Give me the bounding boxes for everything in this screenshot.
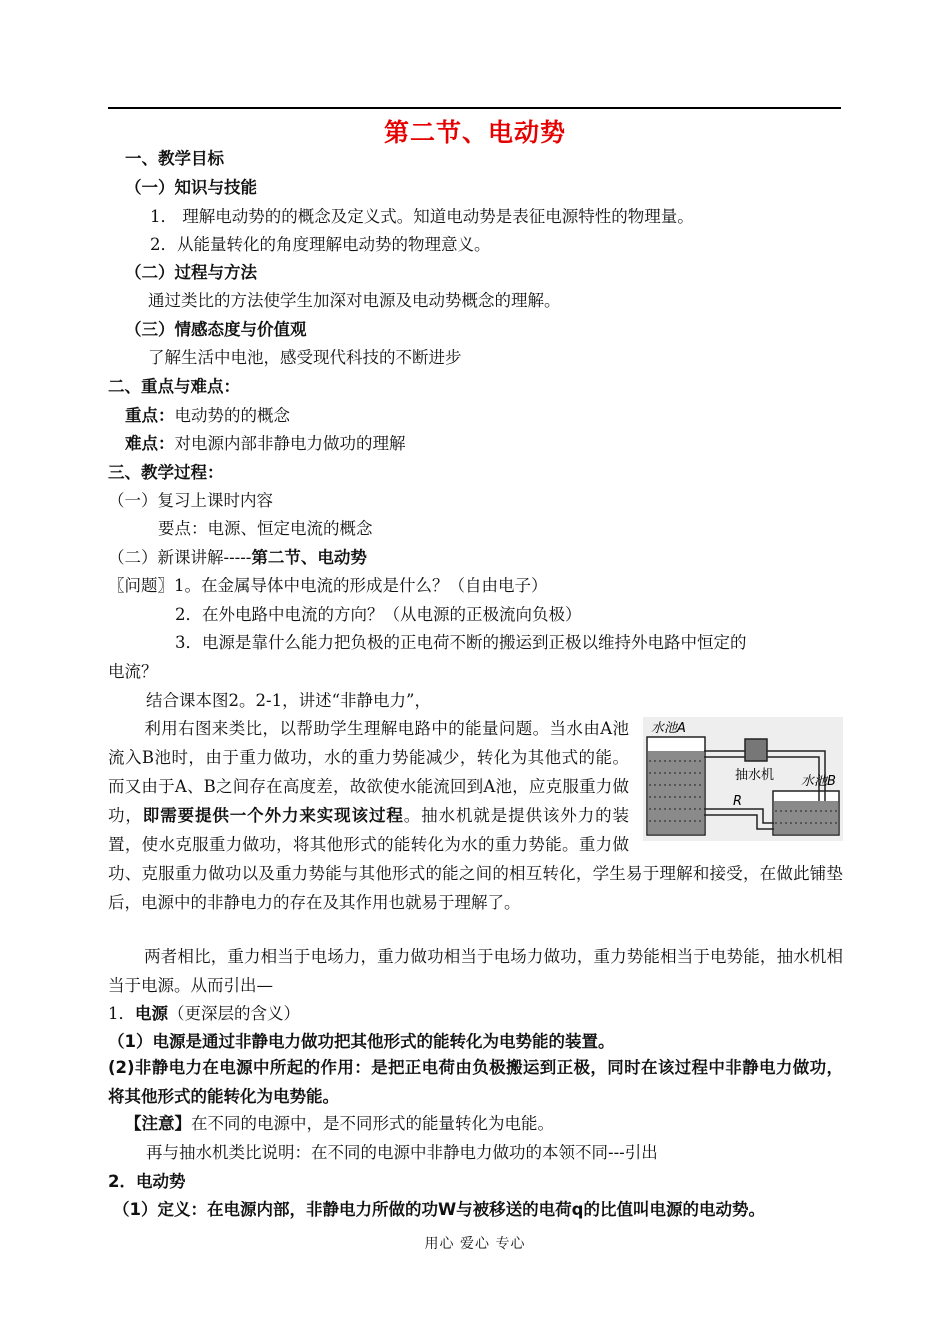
power-source-heading [108, 1003, 300, 1025]
review-points: 要点：电源、恒定电流的概念 [158, 519, 373, 538]
note-label: 【注意】 [125, 1114, 191, 1133]
note-text: 在不同的电源中，是不同形式的能量转化为电能。 [191, 1114, 554, 1133]
heading-knowledge-skills: （一）知识与技能 [125, 178, 257, 197]
analogy-text-a: 利用右图来类比，以帮助学生理解电路中的能量问题。当水由A池流入B池时，由于重力做功，水的重力势能减少，转化为其他式的能。而又由于A、B之间存在高度差，故欲使水能流回到A池，应克服重力做功， [108, 719, 629, 825]
analogy-again: 再与抽水机类比说明：在不同的电源中非静电力做功的本领不同---引出 [146, 1143, 658, 1162]
pump-figure [643, 717, 843, 841]
new-lesson-title: 第二节、电动势 [251, 548, 367, 567]
new-lesson-prefix: （二）新课讲解----- [108, 548, 252, 567]
power-source-def-2: (2)非静电力在电源中所起的作用：是把正电荷由负极搬运到正极，同时在该过程中非静电力做功，将其他形式的能转化为电势能。 [108, 1058, 843, 1106]
heading-key-points: 二、重点与难点： [108, 377, 240, 396]
comparison-paragraph [108, 942, 843, 1000]
review-heading: （一）复习上课时内容 [108, 491, 273, 510]
attitude-text: 了解生活中电池，感受现代科技的不断进步 [148, 348, 462, 367]
pump-label: 抽水机 [735, 768, 775, 783]
difficult-point-text: 对电源内部非静电力做功的理解 [174, 434, 406, 453]
difficult-point [125, 433, 406, 455]
power-source-title: 电源 [135, 1004, 168, 1023]
question-3-cont: 电流？ [108, 662, 158, 681]
page-title: 第二节、电动势 [383, 118, 566, 147]
key-point [125, 405, 290, 427]
question-1: 〖问题〗1。在金属导体中电流的形成是什么？（自由电子） [108, 576, 548, 595]
heading-process-method: （二）过程与方法 [125, 263, 257, 282]
difficult-point-label: 难点： [125, 434, 175, 453]
analogy-text-bold: 即需要提供一个外力来实现该过程 [142, 806, 404, 825]
key-point-text: 电动势的的概念 [174, 406, 290, 425]
emf-heading: 2．电动势 [108, 1172, 186, 1191]
analogy-text-c: 。抽水机就是提供该外力的装置，使水克服重力做功，将其他形式的能转化为水的重力势能。重力做功、克服重力做功以及重力势能与其他形式的能之间的相互转化，学生易于理解和接受，在做此铺垫后，电源中的非静电力的存在及其作用也就易于理解了。 [108, 806, 843, 912]
power-source-def-1: （1）电源是通过非静电力做功把其他形式的能转化为电势能的装置。 [108, 1032, 615, 1051]
pool-b-label: 水池B [801, 774, 836, 789]
heading-teaching-process: 三、教学过程： [108, 463, 224, 482]
resistor-label: R [733, 794, 743, 809]
analogy-paragraph [108, 714, 843, 917]
new-lesson-heading [108, 547, 367, 569]
emf-definition: （1）定义：在电源内部，非静电力所做的功W与被移送的电荷q的比值叫电源的电动势。 [113, 1200, 765, 1219]
heading-attitude-values: （三）情感态度与价值观 [125, 320, 307, 339]
heading-teaching-goals: 一、教学目标 [125, 149, 224, 168]
note-line [125, 1113, 554, 1135]
power-source-note: （更深层的含义） [168, 1004, 300, 1023]
goal-item-1: 1． 理解电动势的的概念及定义式。知道电动势是表征电源特性的物理量。 [150, 207, 694, 226]
page-footer: 用心 爱心 专心 [424, 1236, 526, 1252]
question-2: 2．在外电路中电流的方向？（从电源的正极流向负极） [175, 605, 582, 624]
question-3: 3．电源是靠什么能力把负极的正电荷不断的搬运到正极以维持外电路中恒定的 [175, 633, 747, 652]
top-rule [108, 107, 841, 109]
power-source-num: 1． [108, 1004, 135, 1023]
key-point-label: 重点： [125, 406, 175, 425]
process-text: 通过类比的方法使学生加深对电源及电动势概念的理解。 [148, 291, 561, 310]
goal-item-2: 2．从能量转化的角度理解电动势的物理意义。 [150, 235, 491, 254]
comparison-text: 两者相比，重力相当于电场力，重力做功相当于电场力做功，重力势能相当于电势能，抽水机相当于电源。从而引出— [108, 947, 843, 995]
combine-textbook: 结合课本图2。2-1，讲述“非静电力”， [146, 691, 431, 710]
pool-a-label: 水池A [651, 721, 686, 736]
